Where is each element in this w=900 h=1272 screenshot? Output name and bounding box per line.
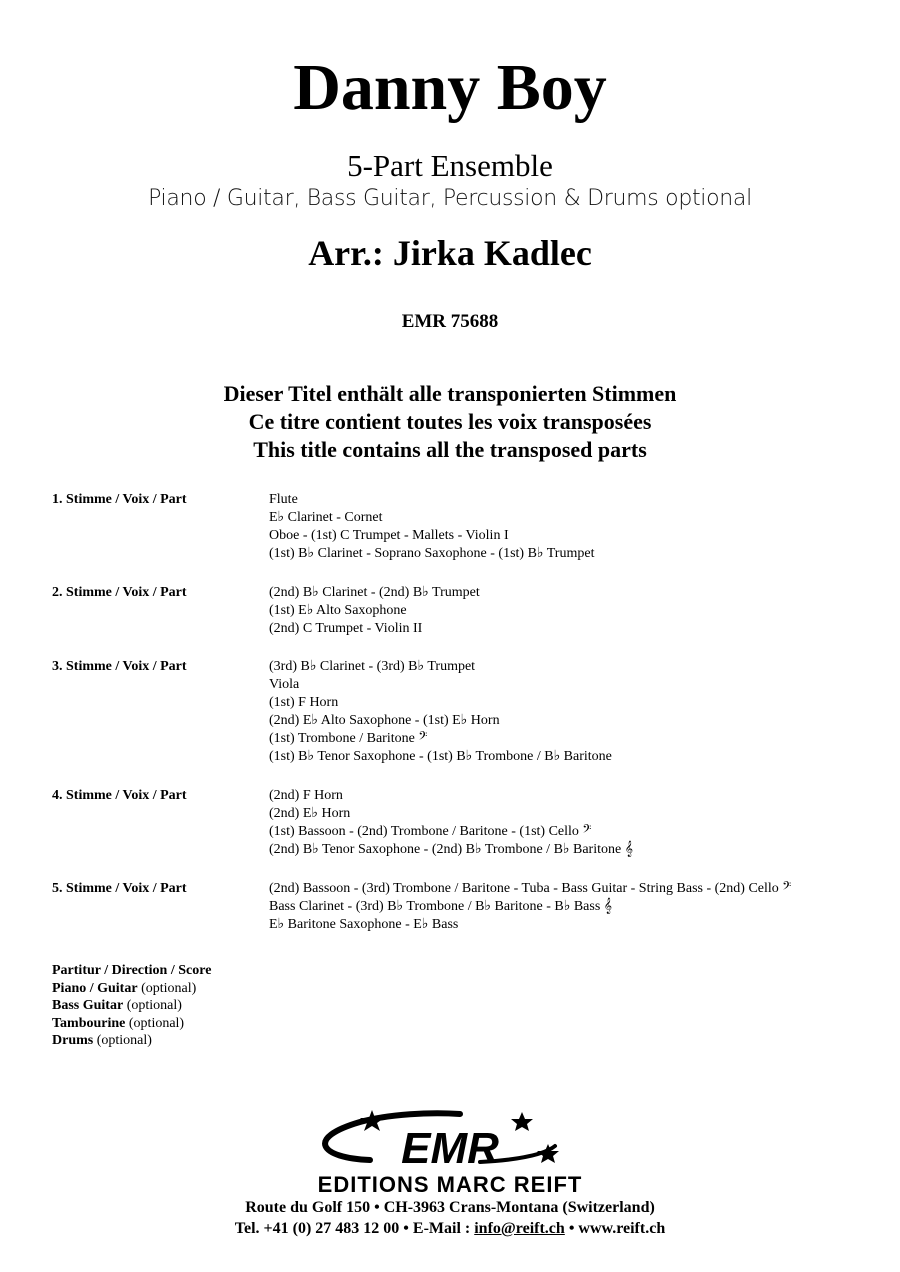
extra-part-drums: Drums (optional) bbox=[52, 1033, 152, 1048]
emr-logo bbox=[300, 1108, 600, 1198]
part-1-instruments bbox=[269, 491, 594, 563]
part-2-label: 2. Stimme / Voix / Part bbox=[52, 585, 187, 600]
instrument-line: (1st) E♭ Alto Saxophone bbox=[269, 603, 407, 618]
instrument-line: Bass Clarinet - (3rd) B♭ Trombone / B♭ Baritone - B♭ Bass 𝄞 bbox=[269, 899, 613, 914]
instrument-line: (2nd) E♭ Horn bbox=[269, 806, 351, 821]
notice-fr: Ce titre contient toutes les voix transposées bbox=[248, 409, 652, 434]
email-link[interactable]: info@reift.ch bbox=[474, 1220, 565, 1237]
website-link[interactable]: • www.reift.ch bbox=[564, 1220, 666, 1237]
publisher-address: Route du Golf 150 • CH-3963 Crans-Montana (Switzerland) bbox=[245, 1199, 655, 1216]
part-2-instruments bbox=[269, 584, 480, 638]
instrument-line: (3rd) B♭ Clarinet - (3rd) B♭ Trumpet bbox=[269, 659, 476, 674]
instrument-line: (1st) Bassoon - (2nd) Trombone / Baritone - (1st) Cello 𝄢 bbox=[269, 824, 592, 839]
instrument-line: (2nd) C Trumpet - Violin II bbox=[269, 621, 423, 636]
extra-part-piano: Piano / Guitar (optional) bbox=[52, 980, 197, 996]
instrument-line: Flute bbox=[269, 492, 298, 507]
part-5-instruments bbox=[269, 880, 791, 934]
instrument-line: E♭ Clarinet - Cornet bbox=[269, 510, 383, 525]
extra-part-bass-guitar: Bass Guitar (optional) bbox=[52, 998, 182, 1013]
notice-de: Dieser Titel enthält alle transponierten Stimmen bbox=[223, 381, 677, 406]
part-1-label: 1. Stimme / Voix / Part bbox=[52, 492, 187, 507]
notice-en: This title contains all the transposed parts bbox=[253, 437, 647, 462]
instrument-line: (2nd) E♭ Alto Saxophone - (1st) E♭ Horn bbox=[269, 713, 500, 728]
instrument-line: (1st) B♭ Clarinet - Soprano Saxophone - (1st) B♭ Trumpet bbox=[269, 546, 595, 561]
catalog-number: EMR 75688 bbox=[401, 311, 499, 332]
instrument-line: (2nd) B♭ Clarinet - (2nd) B♭ Trumpet bbox=[269, 585, 480, 600]
instrument-line: E♭ Baritone Saxophone - E♭ Bass bbox=[269, 917, 459, 932]
part-4-label: 4. Stimme / Voix / Part bbox=[52, 788, 187, 803]
instrument-line: (2nd) F Horn bbox=[269, 788, 343, 803]
subtitle: 5-Part Ensemble bbox=[347, 148, 553, 183]
instrument-line: (1st) F Horn bbox=[269, 695, 339, 710]
logo-monogram: EMR bbox=[401, 1124, 499, 1173]
contact-tel: Tel. +41 (0) 27 483 12 00 • E-Mail : bbox=[234, 1220, 475, 1237]
publisher-contact bbox=[0, 1218, 900, 1239]
extra-parts-list bbox=[52, 962, 211, 1050]
extra-part-tambourine: Tambourine (optional) bbox=[52, 1015, 185, 1031]
extra-part-score: Partitur / Direction / Score bbox=[52, 963, 212, 978]
instrument-line: (1st) Trombone / Baritone 𝄢 bbox=[269, 731, 428, 746]
instrument-line: Oboe - (1st) C Trumpet - Mallets - Violin I bbox=[269, 528, 509, 543]
page-title: Danny Boy bbox=[293, 51, 607, 124]
part-4-instruments bbox=[269, 787, 633, 859]
publisher-name: EDITIONS MARC REIFT bbox=[317, 1172, 583, 1197]
part-5-label: 5. Stimme / Voix / Part bbox=[52, 881, 187, 896]
arranger: Arr.: Jirka Kadlec bbox=[308, 233, 592, 273]
instrument-line: (2nd) B♭ Tenor Saxophone - (2nd) B♭ Trombone / B♭ Baritone 𝄞 bbox=[269, 842, 633, 857]
part-3-label: 3. Stimme / Voix / Part bbox=[52, 659, 187, 674]
part-3-instruments bbox=[269, 658, 612, 766]
instrument-line: (2nd) Bassoon - (3rd) Trombone / Baritone - Tuba - Bass Guitar - String Bass - (2nd) Cello 𝄢 bbox=[269, 881, 792, 896]
instrument-line: Viola bbox=[269, 677, 300, 692]
instrumentation: Piano / Guitar, Bass Guitar, Percussion & Drums optional bbox=[148, 186, 752, 211]
instrument-line: (1st) B♭ Tenor Saxophone - (1st) B♭ Trombone / B♭ Baritone bbox=[269, 749, 612, 764]
